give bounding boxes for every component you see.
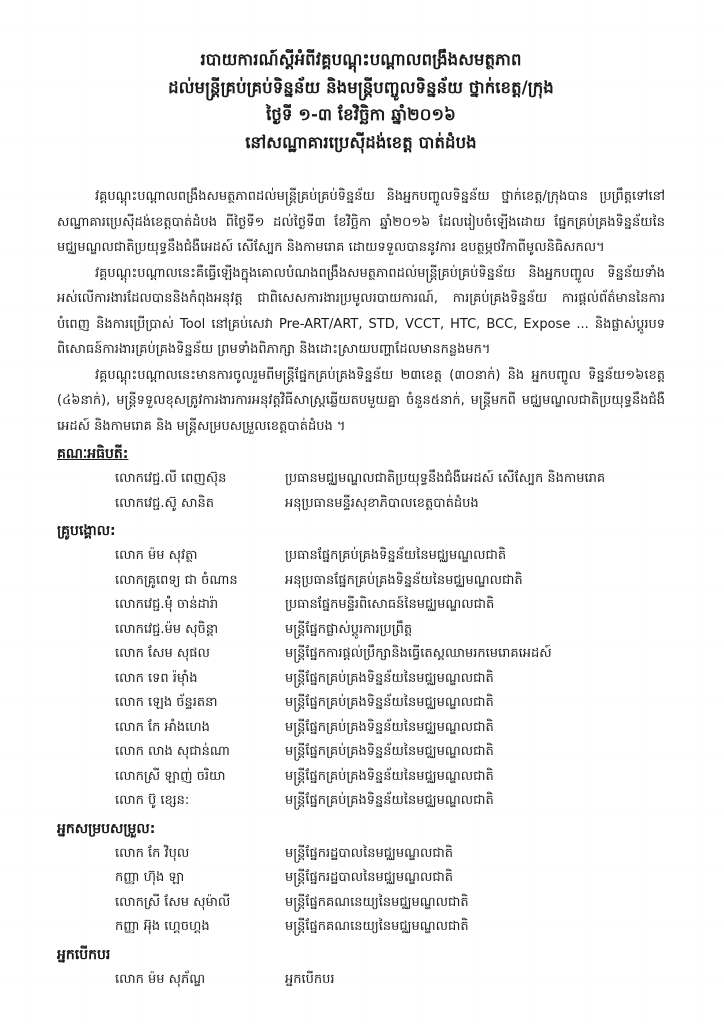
section-heading: គណៈអធិបតី: — [57, 446, 129, 462]
attendee-name: លោក លាង សុជាន់ណា — [115, 744, 230, 759]
section-heading: អ្នកបើកបរ — [57, 946, 111, 963]
attendee-name: លោកស្រី សែម សុម៉ាលី — [115, 894, 231, 910]
attendee-row — [57, 492, 665, 517]
attendee-name: កញ្ញា ហ៊ុង ឡា — [115, 870, 185, 885]
attendee-row — [57, 891, 665, 916]
attendee-rows — [57, 544, 665, 814]
attendee-row — [57, 544, 665, 569]
attendee-row — [57, 915, 665, 940]
attendee-row — [57, 968, 665, 993]
attendee-name: លោក ម៉ម សុភ័ណ្ឌ — [115, 971, 206, 987]
attendee-name: លោក ម៉ម សុវត្ថា — [115, 548, 198, 563]
attendee-name: លោកវេជ្ជ.ស៊ូ សានិត — [115, 495, 215, 511]
attendee-name: លោក ប៊ូ ខ្សេន: — [115, 793, 190, 808]
attendee-name: លោកវេជ្ជ.ម៉ម សុចិន្តា — [115, 621, 219, 637]
attendee-role: ប្រធានផ្នែកមន្ទីរពិសោធន៍នៃមជ្ឈមណ្ឌលជាតិ — [285, 597, 495, 612]
attendee-role: អ្នកបើកបរ — [285, 971, 335, 987]
attendee-role: មន្ត្រីផ្នែកការផ្ដល់ប្រឹក្សានិងធ្វើតេស្ដឈាមរកមេរោគអេដស៍ — [285, 646, 552, 661]
attendee-row — [57, 789, 665, 814]
attendee-role: មន្ត្រីផ្នែករដ្ឋបាលនៃមជ្ឈមណ្ឌលជាតិ — [285, 845, 454, 861]
report-title-line: របាយការណ៍ស្ដីអំពីវគ្គបណ្ដុះបណ្ដាលពង្រឹងសមត្ថភាព — [200, 50, 522, 69]
attendee-rows — [57, 968, 665, 993]
attendee-name: កញ្ញា អ៊ុង ហ្គេចហ្គង — [115, 919, 210, 934]
attendee-role: មន្ត្រីផ្នែកគ្រប់គ្រងទិន្នន័យនៃមជ្ឈមណ្ឌលជាតិ — [285, 670, 494, 686]
attendee-name: លោក ឡេង ច័ន្ទរតនា — [115, 695, 218, 710]
paragraph: វគ្គបណ្ដុះបណ្ដាលនេះមានការចូលរួមពីមន្ត្រីផ្នែកគ្រប់គ្រងទិន្នន័យ ២៣ខេត្ត (៣០នាក់) និង អ្នកបញ្ចូល ទិន្នន័យ១៦ខេត្ត (៤៦នាក់), មន្ត្រីទទួលខុសត្រូវការងារការអនុវត្តវិធីសាស្ត្រឆ្លើយតបមួយគ្នា ចំនួន៥នាក់, មន្ត្រីមកពី មជ្ឈមណ្ឌលជាតិប្រយុទ្ធនឹងជំងឺអេដស៍ និងកាមរោគ និង មន្ត្រីសម្របសម្រួលខេត្តបាត់ដំបង ។ — [57, 367, 665, 434]
attendee-role: មន្ត្រីផ្នែកគណនេយ្យនៃមជ្ឈមណ្ឌលជាតិ — [285, 919, 469, 934]
attendee-role: ប្រធានផ្នែកគ្រប់គ្រងទិន្នន័យនៃមជ្ឈមណ្ឌលជាតិ — [285, 548, 507, 563]
attendee-row — [57, 618, 665, 643]
attendee-row — [57, 593, 665, 618]
attendee-name: លោក ទេព រ៉ម៉ាំង — [115, 670, 198, 686]
attendee-name: លោកវេជ្ជ.លី ពេញស៊ុន — [115, 471, 227, 486]
report-title-line: ដល់មន្ត្រីគ្រប់គ្រប់ទិន្នន័យ និងមន្ត្រីបញ្ចូលទិន្នន័យ ថ្នាក់ខេត្ត/ក្រុង — [168, 77, 554, 97]
attendee-role: មន្ត្រីផ្នែកផ្លាស់ប្ដូរការប្រព្រឹត្ត — [285, 621, 413, 637]
attendee-role: មន្ត្រីផ្នែកគ្រប់គ្រងទិន្នន័យនៃមជ្ឈមណ្ឌលជាតិ — [285, 768, 494, 784]
attendee-role: មន្ត្រីផ្នែកគ្រប់គ្រងទិន្នន័យនៃមជ្ឈមណ្ឌលជាតិ — [285, 744, 494, 759]
attendee-rows — [57, 842, 665, 940]
attendee-role: ប្រធានមជ្ឈមណ្ឌលជាតិប្រយុទ្ធនឹងជំងឺអេដស៍ សើស្បែក និងកាមរោគ — [285, 471, 606, 486]
report-title-line: នៅសណ្ឋាគារប្រេស៊ីដង់ខេត្ត បាត់ដំបង — [245, 132, 477, 152]
attendee-row — [57, 467, 665, 492]
attendee-role: អនុប្រធានមន្ទីរសុខាភិបាលខេត្តបាត់ដំបង — [285, 495, 479, 511]
report-title-line: ថ្ងៃទី ១-៣ ខែវិច្ឆិកា ឆ្នាំ២០១៦ — [266, 105, 456, 124]
paragraph: វគ្គបណ្ដុះបណ្ដាលពង្រឹងសមត្ថភាពដល់មន្ត្រីគ្រប់គ្រប់ទិន្នន័យ និងអ្នកបញ្ចូលទិន្នន័យ ថ្នាក់ខេត្ត/ក្រុងបាន ប្រព្រឹត្តទៅនៅសណ្ឋាគារប្រេស៊ីដង់ខេត្តបាត់ដំបង ពីថ្ងៃទី១ ដល់ថ្ងៃទី៣ ខែវិច្ឆិកា ឆ្នាំ២០១៦ ដែលរៀបចំឡើងដោយ ផ្នែកគ្រប់គ្រងទិន្នន័យនៃមជ្ឈមណ្ឌលជាតិប្រយុទ្ធនឹងជំងឺអេដស៍ សើស្បែក និងកាមរោគ ដោយទទួលបាននូវការ ឧបត្ថម្ភថវិកាពីមូលនិធិសកល។ — [57, 189, 665, 255]
attendee-name: លោក កែ អាំងហេង — [115, 719, 210, 735]
attendee-name: លោក កែ វិបុល — [115, 845, 190, 861]
section-heading: អ្នកសម្របសម្រួល: — [57, 820, 156, 837]
section-heading: គ្រូបង្គោល: — [57, 523, 116, 539]
section-coordinators — [57, 817, 665, 940]
attendee-role: មន្ត្រីផ្នែកគ្រប់គ្រងទិន្នន័យនៃមជ្ឈមណ្ឌលជាតិ — [285, 719, 494, 735]
attendee-row — [57, 765, 665, 790]
section-driver — [57, 943, 665, 993]
attendee-role: មន្ត្រីផ្នែករដ្ឋបាលនៃមជ្ឈមណ្ឌលជាតិ — [285, 870, 454, 885]
attendee-name: លោកវេជ្ជ.ម៉ុំ ចាន់ដារ៉ា — [115, 597, 219, 612]
attendee-row — [57, 667, 665, 692]
attendee-row — [57, 842, 665, 867]
attendee-row — [57, 569, 665, 594]
attendee-row — [57, 866, 665, 891]
attendee-role: មន្ត្រីផ្នែកគ្រប់គ្រងទិន្នន័យនៃមជ្ឈមណ្ឌលជាតិ — [285, 695, 494, 710]
attendee-row — [57, 691, 665, 716]
attendee-rows — [57, 467, 665, 516]
attendee-role: អនុប្រធានផ្នែកគ្រប់គ្រងទិន្នន័យនៃមជ្ឈមណ្ឌលជាតិ — [285, 572, 523, 588]
attendee-row — [57, 642, 665, 667]
report-body — [57, 184, 665, 439]
attendee-role: មន្ត្រីផ្នែកគ្រប់គ្រងទិន្នន័យនៃមជ្ឈមណ្ឌលជាតិ — [285, 793, 494, 808]
attendee-name: លោកស្រី ឡាញ់ ចរិយា — [115, 768, 226, 784]
attendee-row — [57, 740, 665, 765]
attendee-name: លោក សែម សុផល — [115, 646, 210, 661]
section-presidium — [57, 442, 665, 516]
report-title — [57, 46, 665, 156]
attendee-row — [57, 716, 665, 741]
section-trainers — [57, 519, 665, 814]
paragraph: វគ្គបណ្ដុះបណ្ដាលនេះគឺធ្វើឡើងក្នុងគោលបំណងពង្រឹងសមត្ថភាពដល់មន្ត្រីគ្រប់គ្រប់ទិន្នន័យ និងអ្នកបញ្ចូល ទិន្នន័យទាំងអស់លើការងារដែលបាននិងកំពុងអនុវត្ត ជាពិសេសការងារប្រមូលរបាយការណ៍, ការគ្រប់គ្រងទិន្នន័យ ការផ្ដល់ព័ត៌មាននៃការបំពេញ និងការប្រើប្រាស់ Tool នៅគ្រប់សេវា Pre-ART/ART, STD, VCCT, HTC, BCC, Expose ... និងផ្លាស់ប្ដូរបទពិសោធន៍ការងារគ្រប់គ្រងទិន្នន័យ ព្រមទាំងពិភាក្សា និងដោះស្រាយបញ្ហាដែលមានកន្លងមក។ — [57, 265, 665, 357]
attendee-role: មន្ត្រីផ្នែកគណនេយ្យនៃមជ្ឈមណ្ឌលជាតិ — [285, 894, 469, 910]
attendee-name: លោកគ្រូពេទ្យ ជា ចំណាន — [115, 572, 238, 588]
